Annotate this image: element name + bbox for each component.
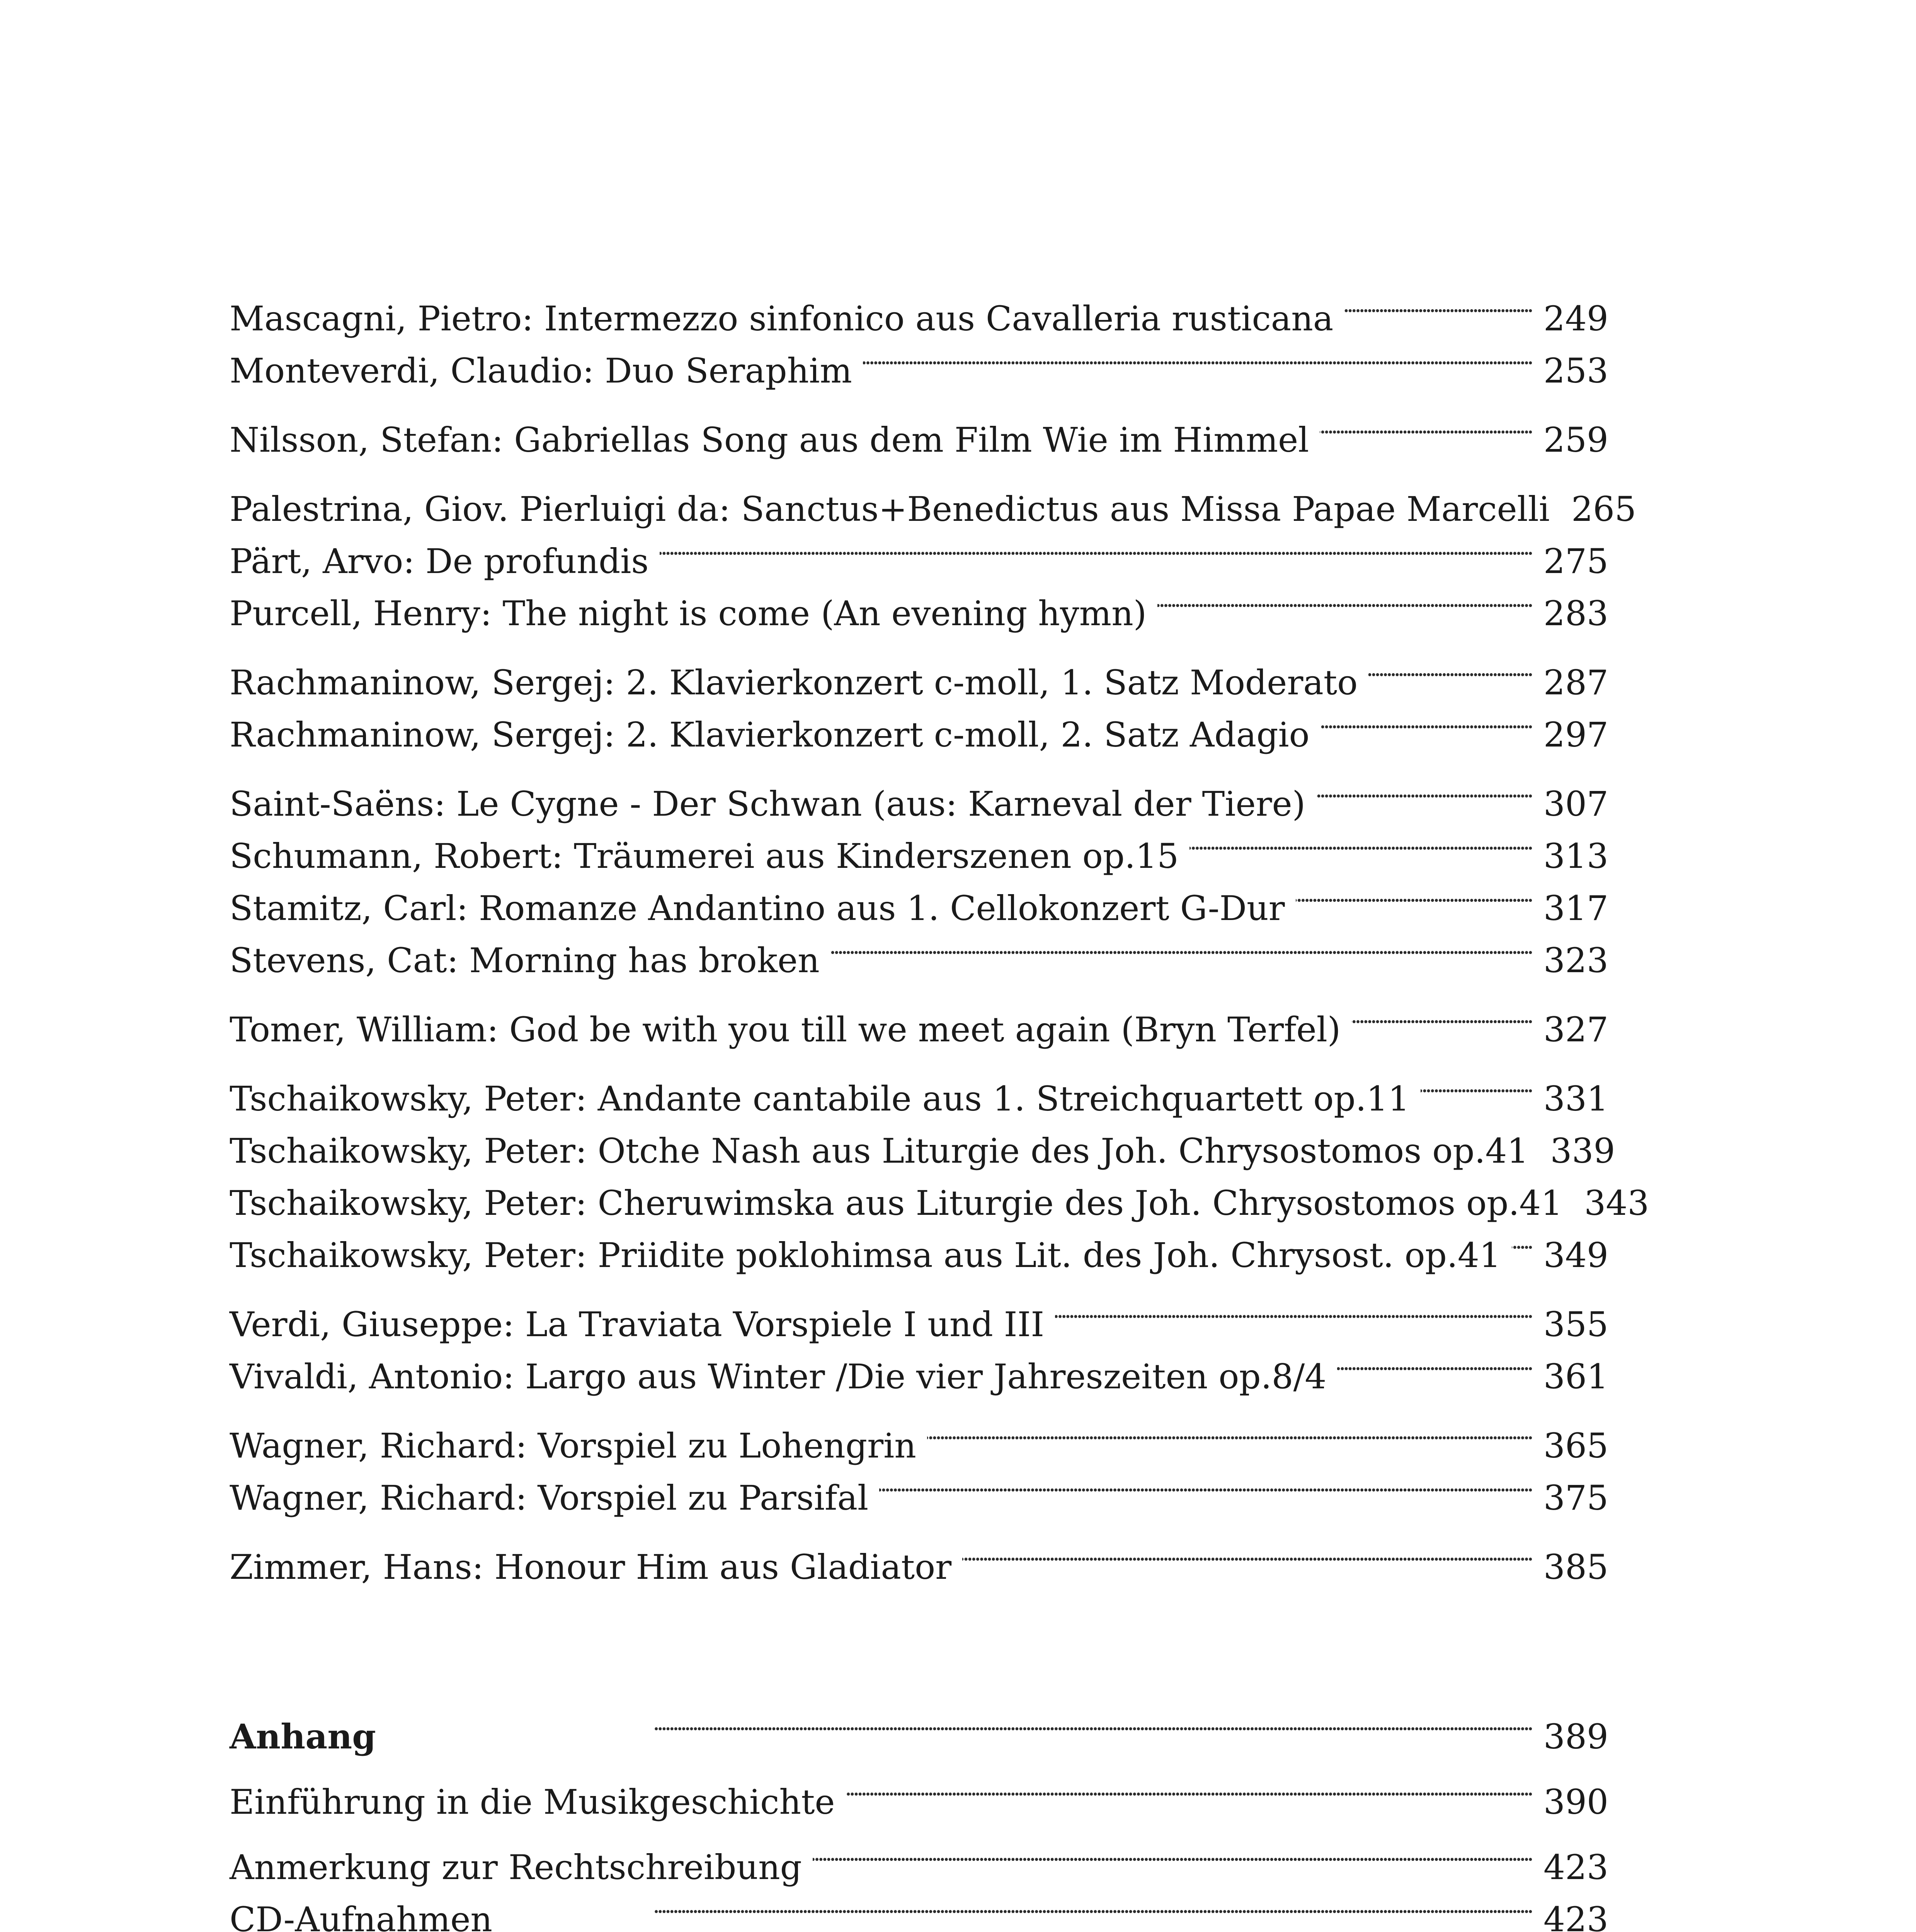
dot-leader [1316,764,1533,816]
toc-entry-title: Nilsson, Stefan: Gabriellas Song aus dem Film Wie im Himmel [230,420,1309,460]
toc-entry-page: 259 [1543,420,1608,460]
toc-group-n [230,400,1608,460]
toc-entry-title: Vivaldi, Antonio: Largo aus Winter /Die vier Jahreszeiten op.8/4 [230,1357,1327,1396]
toc-entry-title: Tschaikowsky, Peter: Cheruwimska aus Liturgie des Joh. Chrysostomos op.41 [230,1183,1563,1223]
toc-entry-title: Saint-Saëns: Le Cygne - Der Schwan (aus: Karneval der Tiere) [230,784,1306,824]
toc-entry-title: Zimmer, Hans: Honour Him aus Gladiator [230,1547,952,1587]
toc-entry-page: 343 [1584,1183,1649,1223]
toc-entry-title: Stamitz, Carl: Romanze Andantino aus 1. Cellokonzert G-Dur [230,888,1285,928]
toc-entry-title: Stevens, Cat: Morning has broken [230,940,820,980]
toc-entry-title: Rachmaninow, Sergej: 2. Klavierkonzert c-moll, 1. Satz Moderato [230,663,1358,702]
toc-entry[interactable] [230,1058,1608,1119]
toc-entry-page: 339 [1550,1131,1615,1171]
toc-entry-page: 297 [1543,715,1608,755]
toc-entry[interactable] [230,764,1608,824]
toc-entry-page: 313 [1543,836,1608,876]
dot-leader [1337,1336,1533,1388]
toc-entry-title: Verdi, Giuseppe: La Traviata Vorspiele I und III [230,1304,1045,1344]
toc-group-z [230,1527,1608,1587]
toc-entry-page: 361 [1543,1357,1608,1396]
appendix-heading[interactable] [230,1696,1608,1757]
dot-leader [879,1458,1533,1510]
toc-entry-title: Einführung in die Musikgeschichte [230,1782,835,1822]
toc-entry-page: 385 [1543,1547,1608,1587]
toc-entry-page: 327 [1543,1010,1608,1049]
toc-entry-page: 365 [1543,1426,1608,1466]
dot-leader [1351,989,1533,1041]
toc-group-m [230,278,1608,391]
toc-group-r [230,642,1608,755]
toc-entry-page: 331 [1543,1079,1608,1119]
dot-leader [1189,816,1533,868]
toc-group-v [230,1284,1608,1396]
toc-entry-title: Palestrina, Giov. Pierluigi da: Sanctus+Benedictus aus Missa Papae Marcelli [230,489,1550,529]
appendix-heading-page: 389 [1543,1717,1608,1757]
dot-leader [1512,1215,1533,1267]
toc-entry-page: 423 [1543,1847,1608,1887]
toc-entry-page: 307 [1543,784,1608,824]
toc-entry-title: Monteverdi, Claudio: Duo Seraphim [230,351,852,391]
dot-leader [1055,1284,1533,1336]
toc-entry[interactable] [230,469,1637,529]
toc-entry-title: Wagner, Richard: Vorspiel zu Lohengrin [230,1426,916,1466]
appendix-intro-entry[interactable] [230,1762,1608,1822]
toc-entry-page: 375 [1543,1478,1608,1518]
dot-leader [387,1696,1533,1748]
toc-entry-page: 283 [1543,594,1608,633]
toc-group-t2 [230,1058,1649,1275]
toc-entry-title: Mascagni, Pietro: Intermezzo sinfonico aus Cavalleria rusticana [230,299,1334,338]
toc-entry-title: Pärt, Arvo: De profundis [230,541,649,581]
dot-leader [660,521,1533,573]
appendix-heading-title: Anhang [230,1716,376,1757]
toc-entry-title: Rachmaninow, Sergej: 2. Klavierkonzert c-moll, 2. Satz Adagio [230,715,1310,755]
dot-leader [1421,1058,1533,1111]
dot-leader [846,1762,1533,1814]
dot-leader [1157,573,1533,625]
toc-entry[interactable] [230,1527,1608,1587]
toc-group-t1 [230,989,1608,1049]
toc-entry-page: 323 [1543,940,1608,980]
toc-entry-page: 423 [1543,1900,1608,1932]
toc-group-s [230,764,1608,980]
toc-entry-title: Tschaikowsky, Peter: Andante cantabile aus 1. Streichquartett op.11 [230,1079,1410,1119]
dot-leader [1344,278,1533,330]
toc-entry[interactable] [230,642,1608,702]
toc-entry-title: Tschaikowsky, Peter: Priidite poklohimsa aus Lit. des Joh. Chrysost. op.41 [230,1235,1501,1275]
dot-leader [1320,694,1533,747]
dot-leader [813,1827,1533,1879]
dot-leader [830,920,1533,972]
toc-entry-title: Wagner, Richard: Vorspiel zu Parsifal [230,1478,869,1518]
toc-entry-page: 275 [1543,541,1608,581]
toc-group-p [230,469,1637,633]
toc-entry-page: 265 [1571,489,1637,529]
toc-entry-title: CD-Aufnahmen [230,1900,493,1932]
toc-entry-page: 390 [1543,1782,1608,1822]
toc-entry[interactable] [230,1827,1608,1887]
appendix-section [230,1696,1608,1932]
toc-entry[interactable] [230,989,1608,1049]
toc-entry-title: Tschaikowsky, Peter: Otche Nash aus Liturgie des Joh. Chrysostomos op.41 [230,1131,1529,1171]
toc-entry-page: 253 [1543,351,1608,391]
dot-leader [962,1527,1533,1579]
toc-entry-title: Purcell, Henry: The night is come (An evening hymn) [230,594,1147,633]
toc-entry-page: 287 [1543,663,1608,702]
toc-entry-page: 249 [1543,299,1608,338]
dot-leader [927,1405,1533,1458]
toc-entry-page: 317 [1543,888,1608,928]
toc-entry[interactable] [230,1405,1608,1466]
toc-group-w [230,1405,1608,1518]
table-of-contents [230,278,1649,1596]
dot-leader [503,1879,1533,1931]
dot-leader [1320,400,1533,452]
toc-entry-title: Anmerkung zur Rechtschreibung [230,1847,802,1887]
toc-entry-title: Schumann, Robert: Träumerei aus Kinderszenen op.15 [230,836,1179,876]
toc-entry[interactable] [230,400,1608,460]
dot-leader [1368,642,1533,694]
toc-entry[interactable] [230,278,1608,338]
toc-entry-title: Tomer, William: God be with you till we meet again (Bryn Terfel) [230,1010,1341,1049]
dot-leader [863,330,1533,383]
toc-entry-page: 349 [1543,1235,1608,1275]
dot-leader [1296,868,1533,920]
toc-entry-page: 355 [1543,1304,1608,1344]
toc-entry[interactable] [230,1284,1608,1344]
